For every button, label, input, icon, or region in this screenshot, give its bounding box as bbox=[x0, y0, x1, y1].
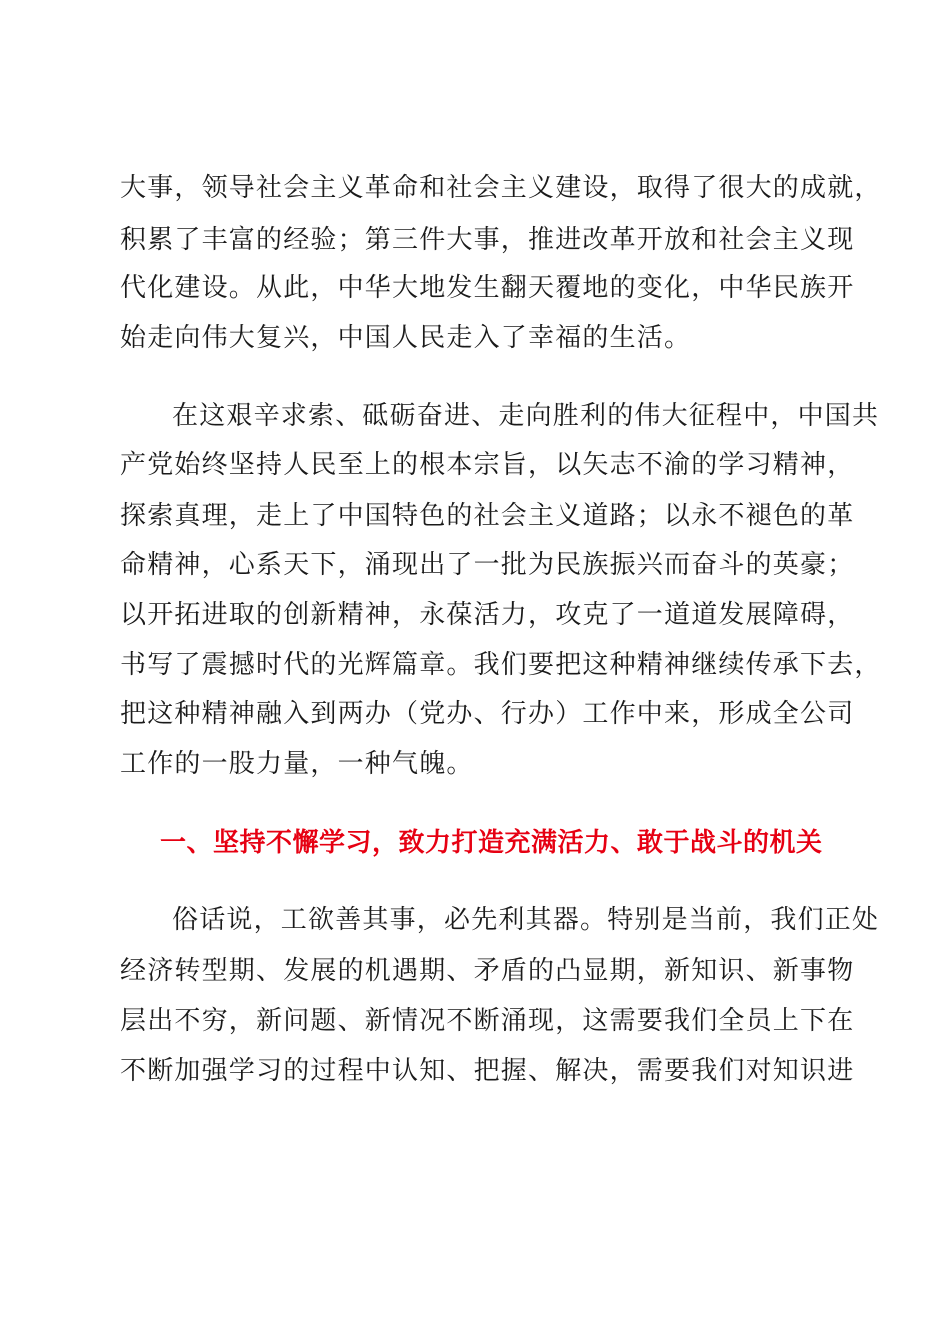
section-heading: 一、坚持不懈学习，致力打造充满活力、敢于战斗的机关 bbox=[160, 828, 823, 858]
paragraph-line: 工作的一股力量，一种气魄。 bbox=[120, 749, 474, 779]
paragraph-line: 经济转型期、发展的机遇期、矛盾的凸显期，新知识、新事物 bbox=[120, 956, 855, 986]
paragraph-line: 俗话说，工欲善其事，必先利其器。特别是当前，我们正处 bbox=[172, 905, 880, 935]
paragraph-line: 积累了丰富的经验；第三件大事，推进改革开放和社会主义现 bbox=[120, 225, 855, 255]
paragraph-line: 不断加强学习的过程中认知、把握、解决，需要我们对知识进 bbox=[120, 1056, 855, 1086]
paragraph-line: 始走向伟大复兴，中国人民走入了幸福的生活。 bbox=[120, 323, 692, 353]
paragraph-line: 层出不穷，新问题、新情况不断涌现，这需要我们全员上下在 bbox=[120, 1006, 855, 1036]
paragraph-line: 产党始终坚持人民至上的根本宗旨，以矢志不渝的学习精神， bbox=[120, 450, 855, 480]
paragraph-line: 代化建设。从此，中华大地发生翻天覆地的变化，中华民族开 bbox=[120, 273, 855, 303]
paragraph-line: 命精神，心系天下，涌现出了一批为民族振兴而奋斗的英豪； bbox=[120, 550, 855, 580]
paragraph-line: 书写了震撼时代的光辉篇章。我们要把这种精神继续传承下去， bbox=[120, 650, 882, 680]
paragraph-line: 大事，领导社会主义革命和社会主义建设，取得了很大的成就， bbox=[120, 173, 882, 203]
paragraph-line: 以开拓进取的创新精神，永葆活力，攻克了一道道发展障碍， bbox=[120, 600, 855, 630]
paragraph-line: 探索真理，走上了中国特色的社会主义道路；以永不褪色的革 bbox=[120, 501, 855, 531]
paragraph-line: 在这艰辛求索、砥砺奋进、走向胜利的伟大征程中，中国共 bbox=[172, 401, 880, 431]
paragraph-line: 把这种精神融入到两办（党办、行办）工作中来，形成全公司 bbox=[120, 699, 855, 729]
